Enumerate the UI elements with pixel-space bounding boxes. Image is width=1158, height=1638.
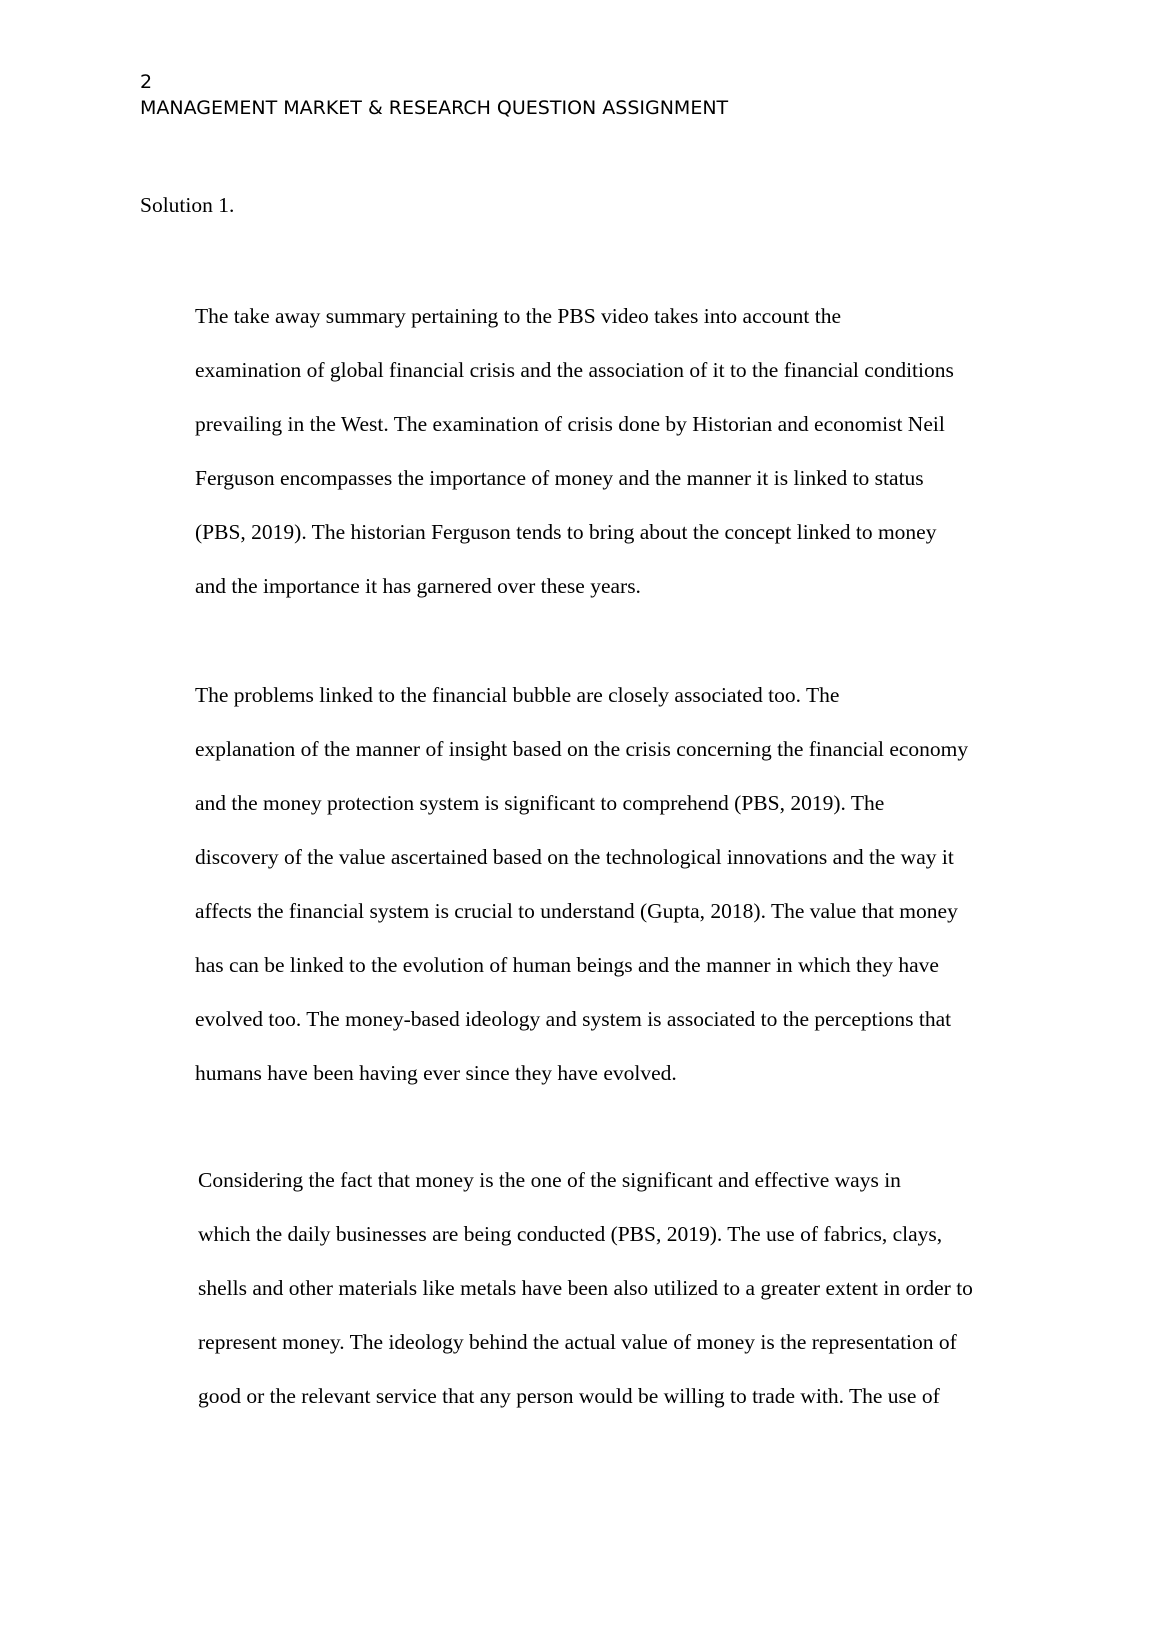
paragraph-line: (PBS, 2019). The historian Ferguson tends to bring about the concept linked to money — [195, 520, 937, 544]
paragraph-line: and the money protection system is significant to comprehend (PBS, 2019). The — [195, 791, 885, 815]
paragraph-line: shells and other materials like metals have been also utilized to a greater extent in order to — [198, 1276, 973, 1300]
paragraph-line: Ferguson encompasses the importance of money and the manner it is linked to status — [195, 466, 924, 490]
paragraph-line: and the importance it has garnered over these years. — [195, 574, 641, 598]
paragraph-line: prevailing in the West. The examination of crisis done by Historian and economist Neil — [195, 412, 945, 436]
running-title: MANAGEMENT MARKET & RESEARCH QUESTION ASSIGNMENT — [140, 97, 729, 119]
paragraph-line: The take away summary pertaining to the PBS video takes into account the — [195, 304, 842, 328]
page-header — [140, 69, 728, 121]
paragraph-1 — [140, 289, 1010, 613]
paragraph-line: examination of global financial crisis and the association of it to the financial conditions — [195, 358, 954, 382]
paragraph-line: explanation of the manner of insight based on the crisis concerning the financial economy — [195, 737, 969, 761]
paragraph-2 — [140, 668, 1010, 1100]
paragraph-line: humans have been having ever since they have evolved. — [195, 1061, 677, 1085]
paragraph-line: has can be linked to the evolution of human beings and the manner in which they have — [195, 953, 939, 977]
paragraph-line: evolved too. The money-based ideology and system is associated to the perceptions that — [195, 1007, 952, 1031]
paragraph-line: The problems linked to the financial bubble are closely associated too. The — [195, 683, 840, 707]
paragraph-line: Considering the fact that money is the one of the significant and effective ways in — [198, 1168, 901, 1192]
page-number: 2 — [140, 71, 153, 93]
paragraph-line: which the daily businesses are being conducted (PBS, 2019). The use of fabrics, clays, — [198, 1222, 943, 1246]
paragraph-line: good or the relevant service that any person would be willing to trade with. The use of — [198, 1384, 940, 1408]
section-heading: Solution 1. — [140, 193, 235, 217]
paragraph-line: affects the financial system is crucial to understand (Gupta, 2018). The value that money — [195, 899, 958, 923]
paragraph-line: discovery of the value ascertained based on the technological innovations and the way it — [195, 845, 954, 869]
paragraph-3 — [140, 1153, 1010, 1423]
paragraph-line: represent money. The ideology behind the actual value of money is the representation of — [198, 1330, 957, 1354]
